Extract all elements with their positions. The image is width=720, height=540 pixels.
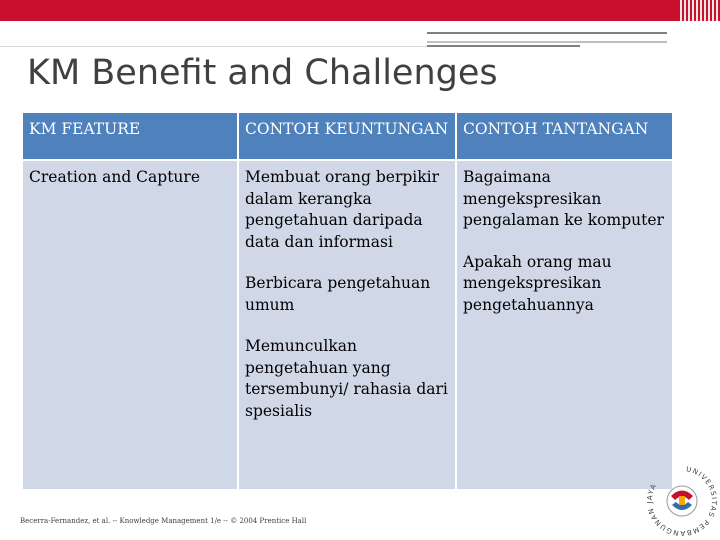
decorative-rule bbox=[427, 45, 580, 47]
table-row bbox=[22, 160, 673, 490]
logo-emblem-icon bbox=[667, 486, 697, 516]
benefit-item: Memunculkan pengetahuan yang tersembunyi/ rahasia dari spesialis bbox=[245, 337, 448, 420]
header-contoh-keuntungan: CONTOH KEUNTUNGAN bbox=[238, 112, 456, 160]
table-header-row bbox=[22, 112, 673, 160]
header-km-feature: KM FEATURE bbox=[22, 112, 238, 160]
benefit-item: Berbicara pengetahuan umum bbox=[245, 274, 431, 314]
challenge-item: Bagaimana mengekspresikan pengalaman ke komputer bbox=[463, 168, 664, 229]
slide-title: KM Benefit and Challenges bbox=[27, 53, 498, 93]
feature-cell bbox=[22, 160, 238, 490]
km-table bbox=[21, 111, 674, 491]
top-accent-bar bbox=[0, 0, 720, 21]
feature-text: Creation and Capture bbox=[29, 168, 200, 186]
challenge-item: Apakah orang mau mengekspresikan pengetahuannya bbox=[463, 252, 612, 314]
header-contoh-tantangan: CONTOH TANTANGAN bbox=[456, 112, 673, 160]
benefits-cell bbox=[238, 160, 456, 490]
slide-footer: Becerra-Fernandez, et al. -- Knowledge Management 1/e -- © 2004 Prentice Hall bbox=[20, 517, 307, 525]
decorative-rule bbox=[427, 32, 667, 34]
benefit-item: Membuat orang berpikir dalam kerangka pengetahuan daripada data dan informasi bbox=[245, 168, 439, 251]
svg-text:UNIVERSITAS PEMBANGUNAN JAYA: UNIVERSITAS PEMBANGUNAN JAYA bbox=[645, 465, 719, 538]
top-bar-stripes bbox=[680, 0, 720, 21]
university-logo bbox=[644, 463, 720, 540]
decorative-rule bbox=[427, 41, 667, 43]
challenges-cell bbox=[456, 160, 673, 490]
decorative-rule bbox=[0, 46, 427, 47]
